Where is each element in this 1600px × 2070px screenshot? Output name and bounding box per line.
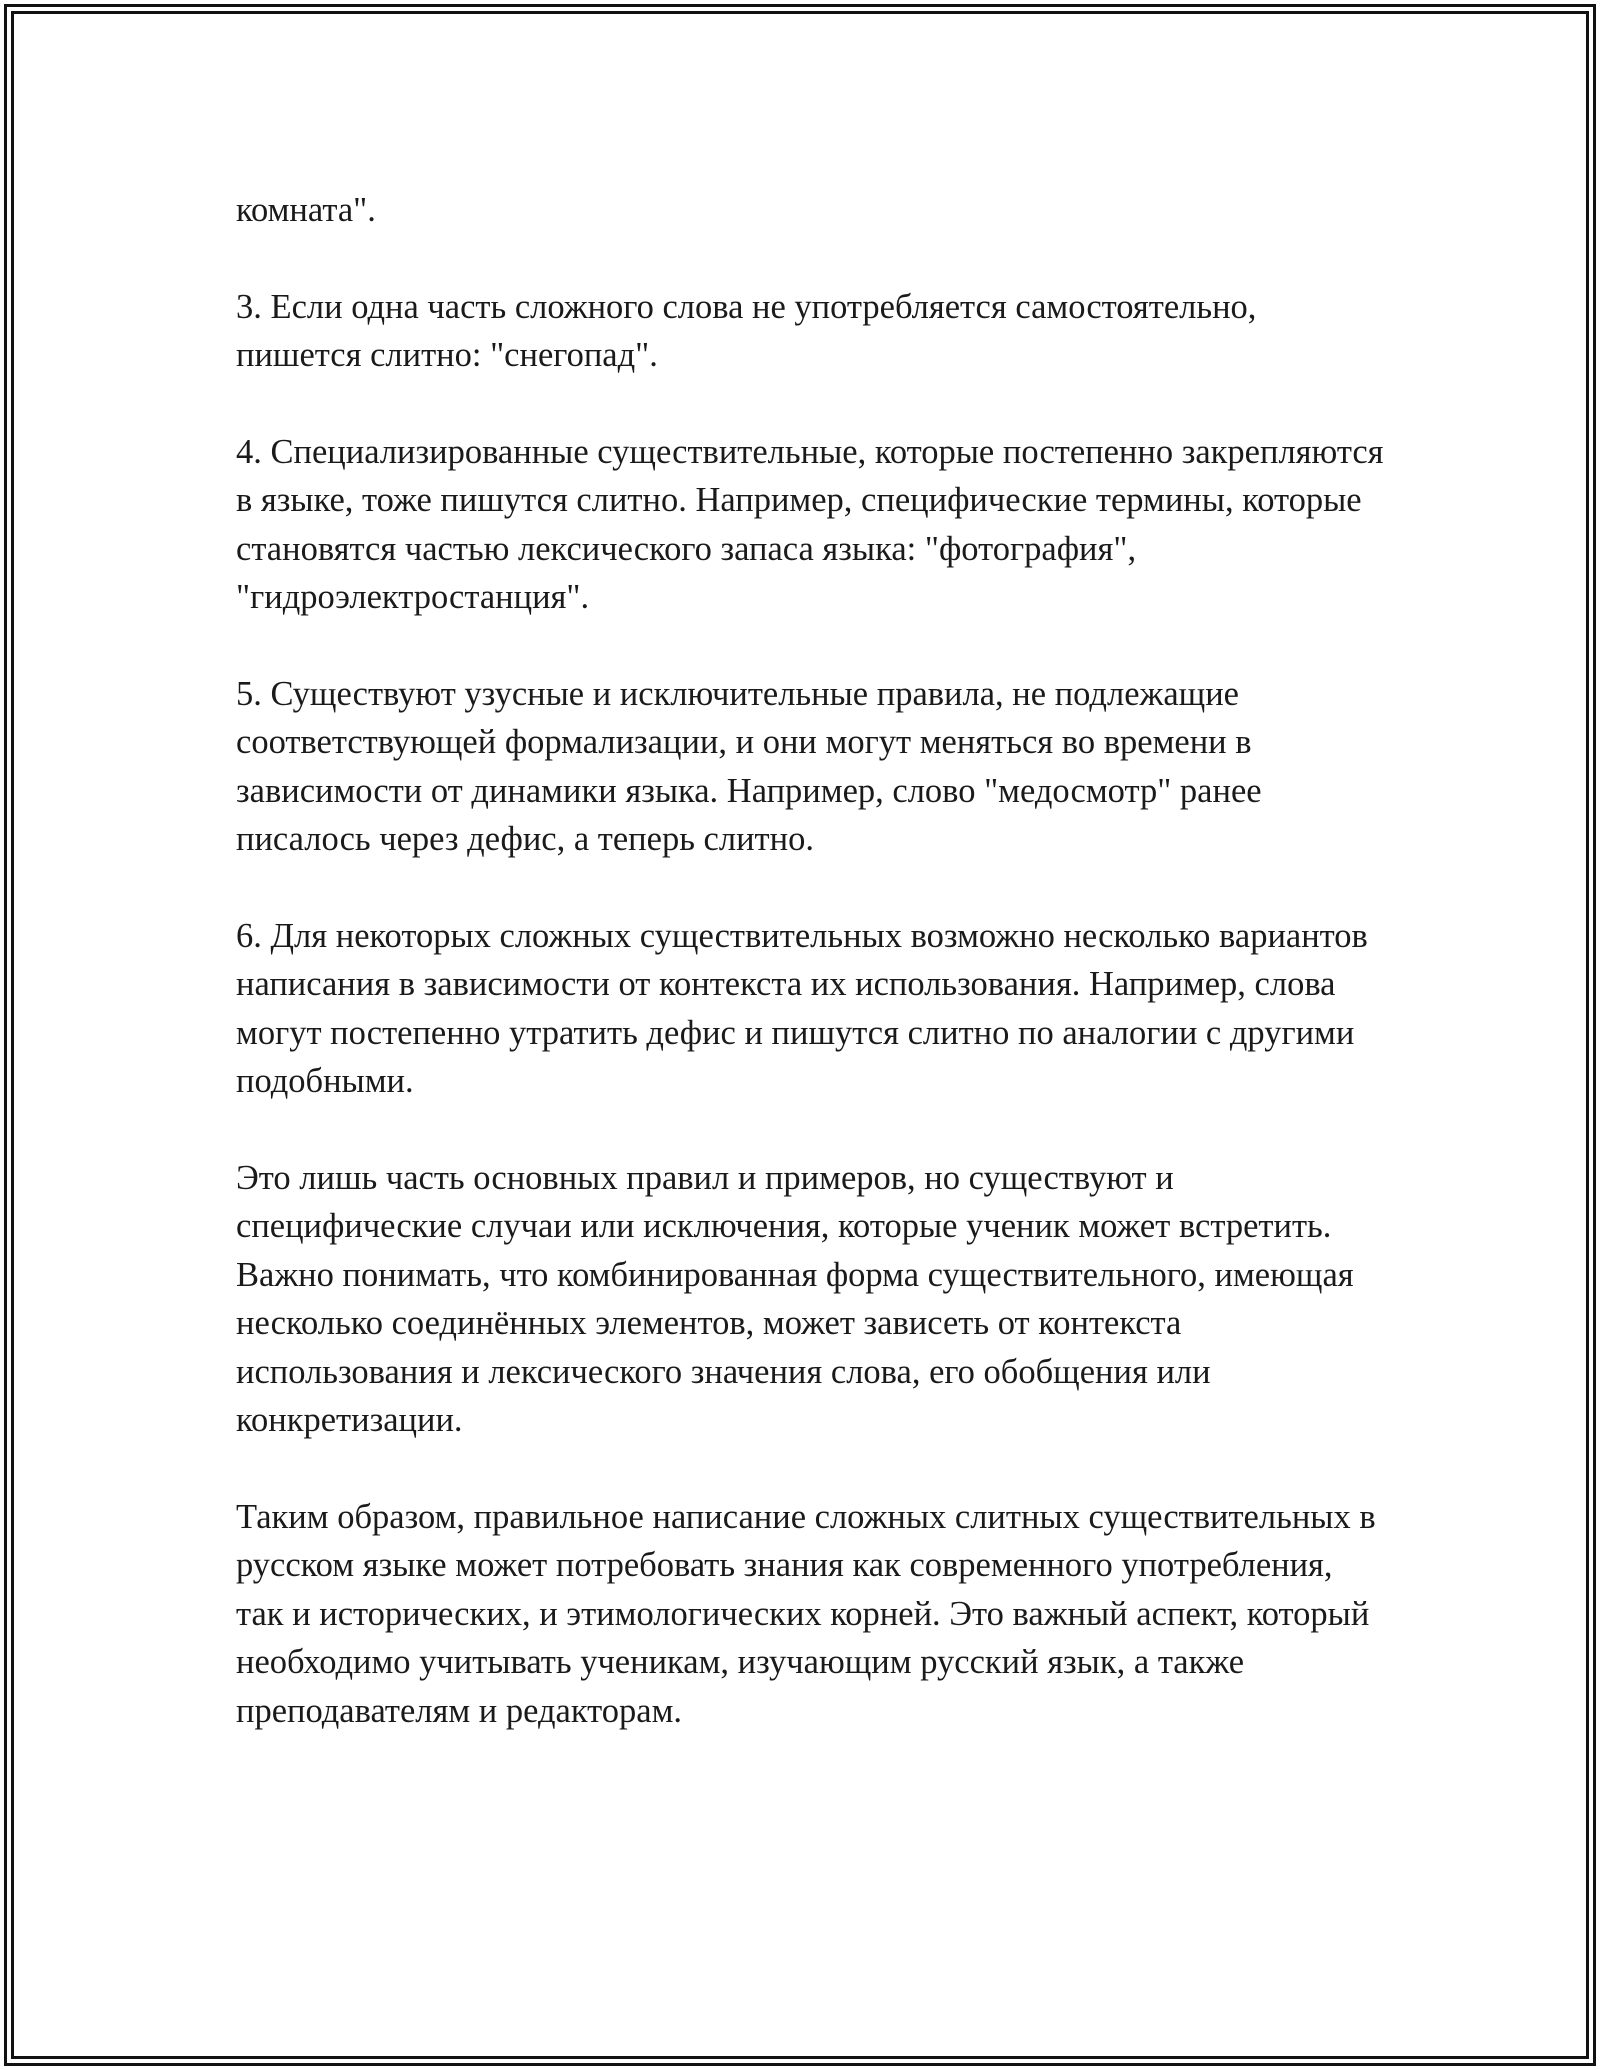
paragraph-rule-3: 3. Если одна часть сложного слова не употребляется самостоятельно, пишется слитно: "снегопад". — [236, 287, 1257, 375]
paragraph-summary: Это лишь часть основных правил и примеров, но существуют и специфические случаи или исключения, которые ученик может встретить. Важно понимать, что комбинированная форма существительного, имеющая несколько соединённых элементов, может зависеть от контекста использования и лексического значения слова, его обобщения или конкретизации. — [236, 1159, 1354, 1440]
paragraph-conclusion: Таким образом, правильное написание сложных слитных существительных в русском языке может потребовать знания как современного употребления, так и исторических, и этимологических корней. Это важный аспект, который необходимо учитывать ученикам, изучающим русский язык, а также преподавателям и редакторам. — [236, 1497, 1376, 1730]
paragraph-rule-4: 4. Специализированные существительные, которые постепенно закрепляются в языке, тоже пишутся слитно. Например, специфические термины, которые становятся частью лексического запаса языка: "фотография", "гидроэлектростанция". — [236, 433, 1384, 617]
paragraph-continuation: комната". — [236, 191, 376, 229]
paragraph-rule-6: 6. Для некоторых сложных существительных возможно несколько вариантов написания в зависимости от контекста их использования. Например, слова могут постепенно утратить дефис и пишутся слитно по аналогии с другими подобными. — [236, 917, 1368, 1101]
document-body — [236, 186, 1386, 1783]
paragraph-rule-5: 5. Существуют узусные и исключительные правила, не подлежащие соответствующей формализации, и они могут меняться во времени в зависимости от динамики языка. Например, слово "медосмотр" ранее писалось через дефис, а теперь слитно. — [236, 675, 1262, 859]
